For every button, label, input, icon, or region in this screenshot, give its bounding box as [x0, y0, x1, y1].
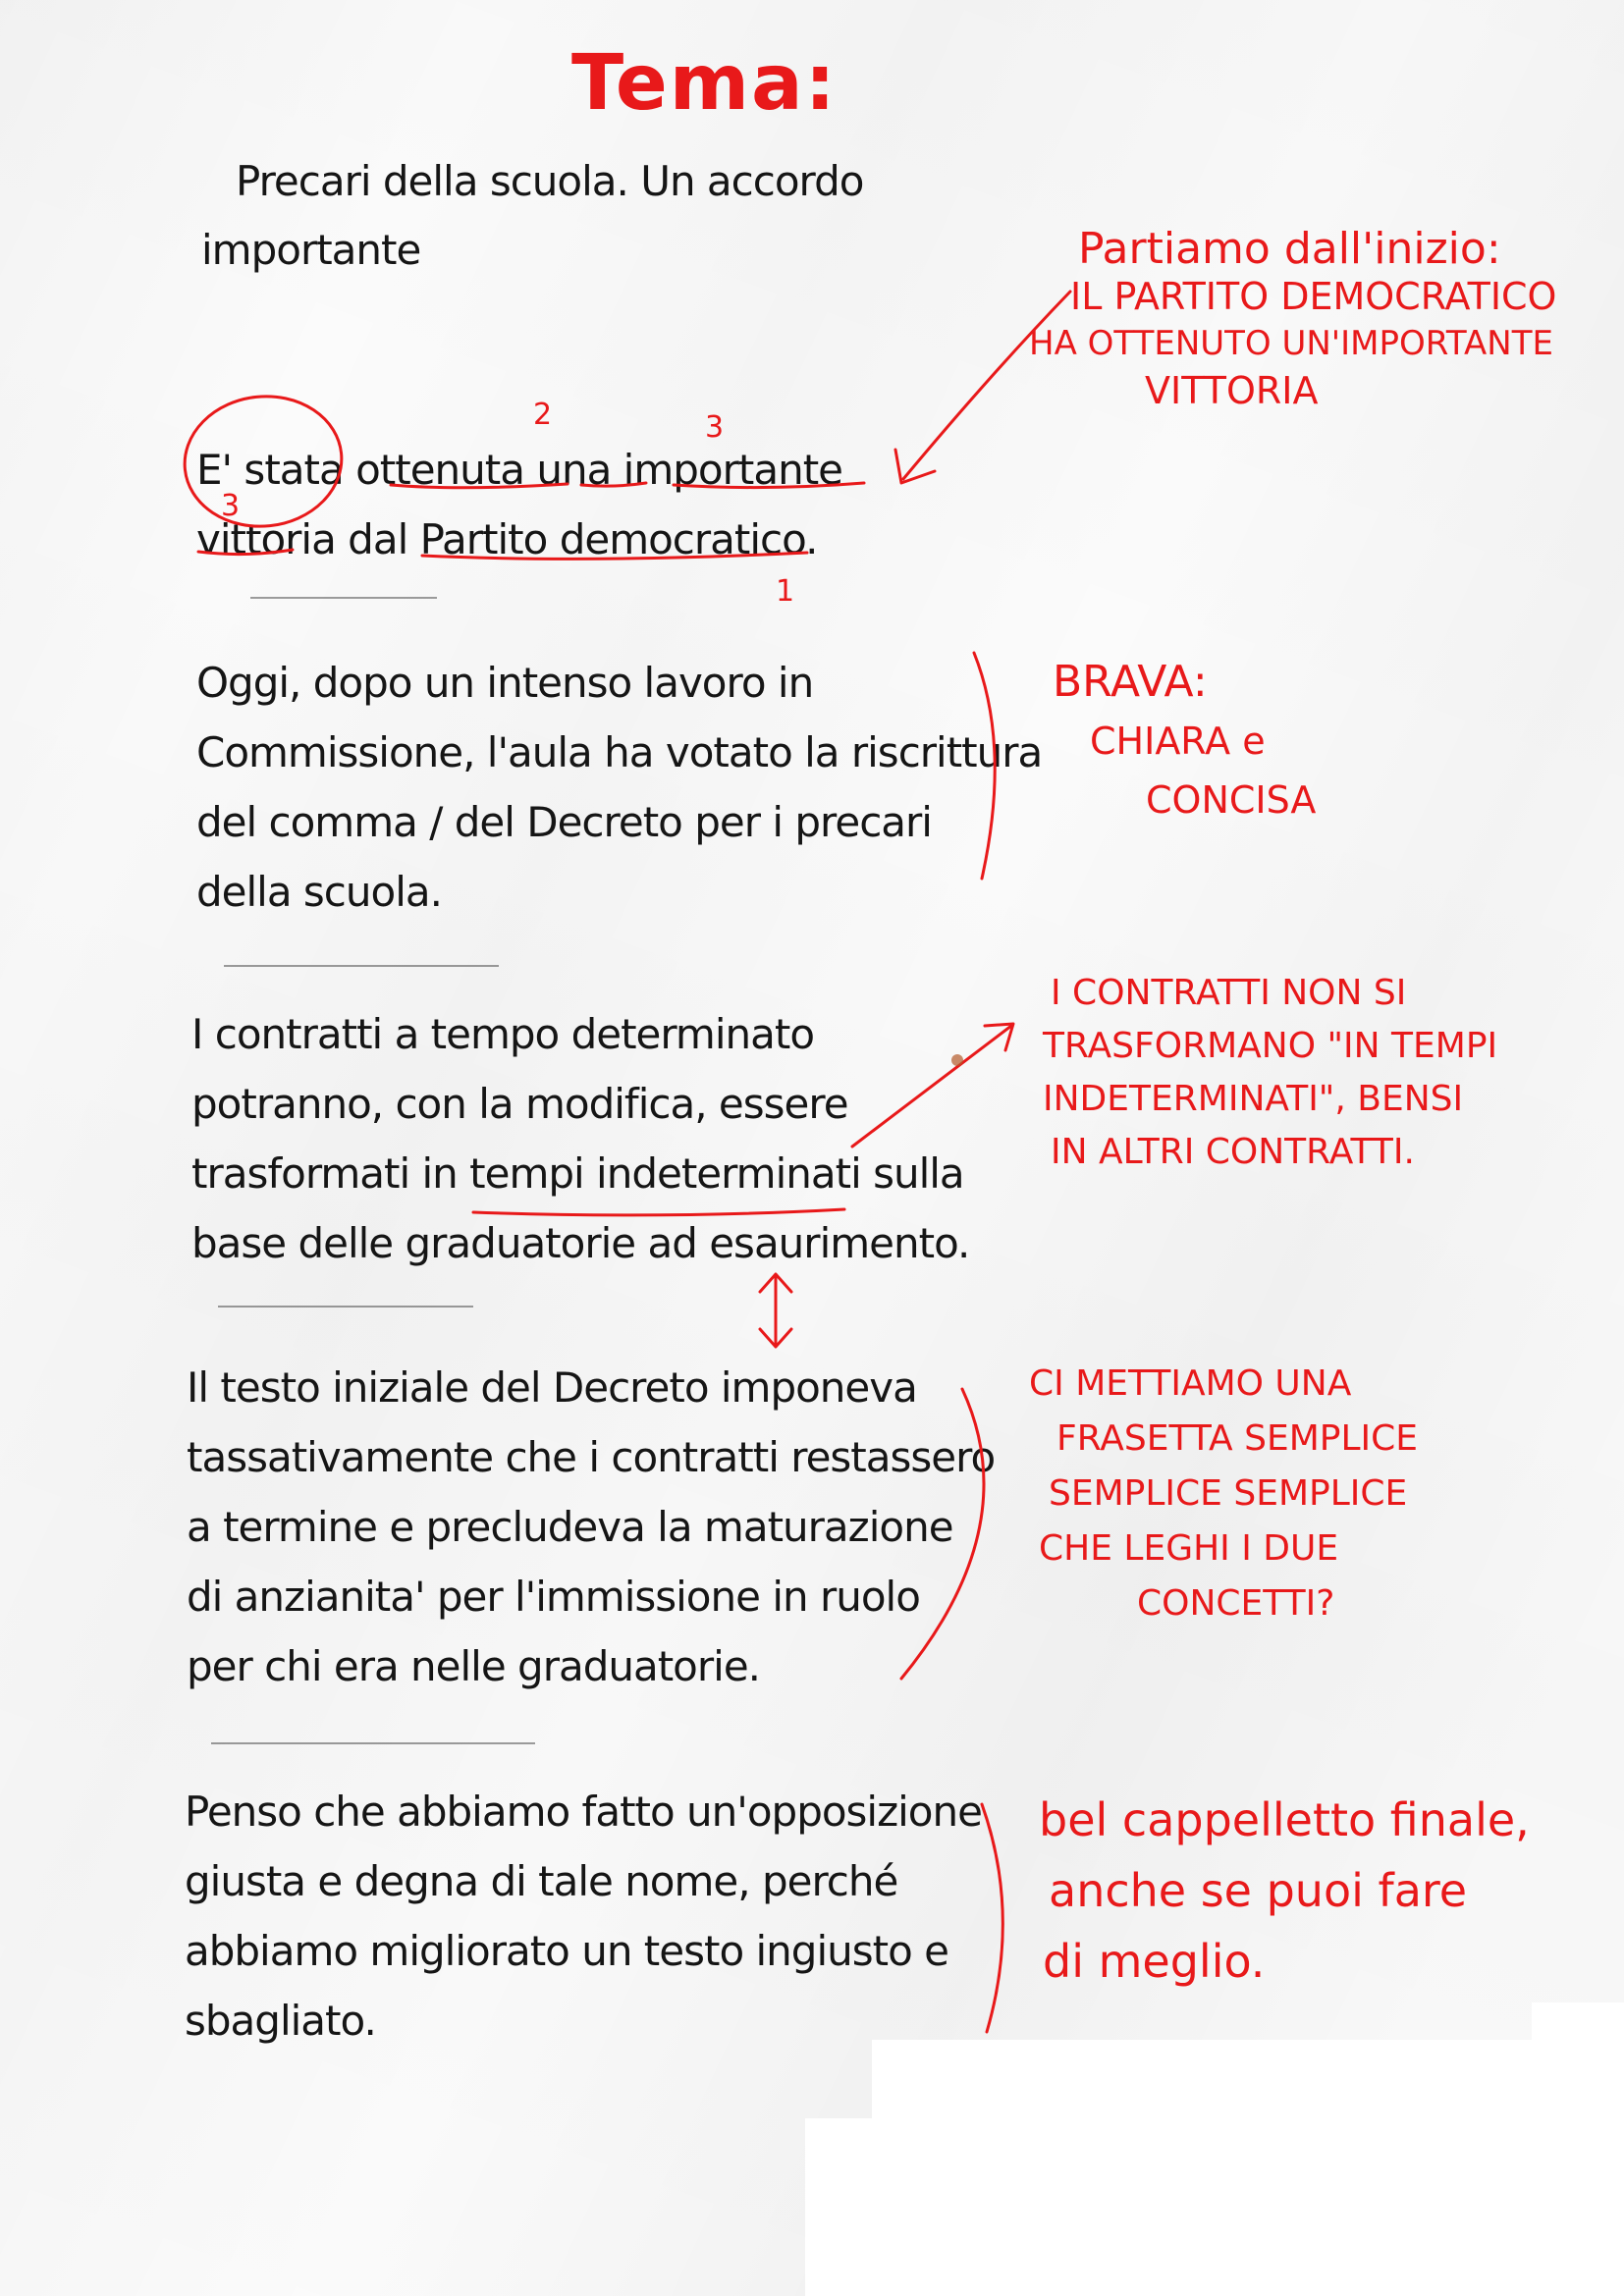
arrow-mark [852, 1026, 1011, 1147]
paragraph-line: potranno, con la modifica, essere [191, 1080, 848, 1128]
paragraph-line: per chi era nelle graduatorie. [187, 1642, 761, 1690]
comment-line: CONCISA [1146, 778, 1317, 822]
bracket-mark [974, 653, 995, 879]
comment-line: di meglio. [1043, 1935, 1266, 1988]
paragraph-line: a termine e precludeva la maturazione [187, 1503, 953, 1551]
paragraph-line: trasformati in tempi indeterminati sulla [191, 1149, 964, 1198]
underline-mark [198, 550, 293, 555]
blank-patch [805, 2118, 1624, 2296]
paragraph-line: Penso che abbiamo fatto un'opposizione [185, 1788, 982, 1836]
topic-line-1: Precari della scuola. Un accordo [236, 157, 864, 205]
comment-line: I CONTRATTI NON SI [1051, 973, 1407, 1013]
comment-line: TRASFORMANO "IN TEMPI [1043, 1026, 1498, 1066]
paragraph-line: vittoria dal Partito democratico. [196, 515, 818, 563]
paragraph-line: di anzianita' per l'immissione in ruolo [187, 1573, 920, 1621]
comment-line: VITTORIA [1145, 369, 1319, 412]
paragraph-line: Commissione, l'aula ha votato la riscrittura [196, 728, 1043, 776]
comment-line: CONCETTI? [1137, 1583, 1335, 1624]
paragraph-line: E' stata ottenuta una importante [196, 446, 843, 494]
comment-line: INDETERMINATI", BENSI [1043, 1079, 1464, 1119]
comment-line: CI METTIAMO UNA [1029, 1363, 1352, 1404]
bracket-mark [982, 1804, 1002, 2032]
comment-line: IN ALTRI CONTRATTI. [1051, 1132, 1415, 1172]
comment-line: IL PARTITO DEMOCRATICO [1070, 275, 1557, 318]
word-order-mark: 1 [776, 574, 795, 609]
paragraph-line: I contratti a tempo determinato [191, 1010, 815, 1058]
paragraph-line: giusta e degna di tale nome, perché [185, 1857, 898, 1905]
blank-patch [872, 2040, 1624, 2118]
paragraph-line: abbiamo migliorato un testo ingiusto e [185, 1927, 948, 1975]
paragraph-line: Oggi, dopo un intenso lavoro in [196, 659, 814, 707]
topic-line-2: importante [201, 226, 421, 274]
comment-line: HA OTTENUTO UN'IMPORTANTE [1029, 324, 1553, 363]
underline-mark [674, 483, 864, 488]
paragraph-line: tassativamente che i contratti restassero [187, 1433, 996, 1481]
paragraph-line: base delle graduatorie ad esaurimento. [191, 1219, 970, 1267]
word-order-mark: 3 [705, 410, 725, 445]
blank-patch [1532, 2002, 1624, 2042]
underline-mark [473, 1209, 844, 1215]
underline-mark [391, 484, 568, 488]
comment-line: CHE LEGHI I DUE [1039, 1528, 1339, 1569]
page-title: Tema: [571, 39, 838, 128]
underline-mark [422, 553, 807, 559]
paragraph-line: della scuola. [196, 868, 442, 916]
arrow-mark [903, 292, 1070, 479]
comment-line: BRAVA: [1053, 657, 1208, 707]
comment-line: bel cappelletto finale, [1039, 1793, 1530, 1846]
comment-line: SEMPLICE SEMPLICE [1049, 1473, 1408, 1514]
paragraph-line: Il testo iniziale del Decreto imponeva [187, 1363, 917, 1412]
bracket-mark [901, 1389, 984, 1679]
word-order-mark: 3 [221, 489, 241, 523]
stain-mark [951, 1054, 963, 1066]
circle-mark [179, 389, 349, 534]
comment-line: FRASETTA SEMPLICE [1056, 1418, 1419, 1459]
paragraph-line: del comma / del Decreto per i precari [196, 798, 932, 846]
comment-line: CHIARA e [1090, 720, 1266, 763]
paragraph-line: sbagliato. [185, 1997, 376, 2045]
comment-line: Partiamo dall'inizio: [1078, 224, 1501, 274]
comment-line: anche se puoi fare [1049, 1864, 1468, 1917]
underline-mark [581, 483, 646, 486]
word-order-mark: 2 [533, 398, 553, 432]
